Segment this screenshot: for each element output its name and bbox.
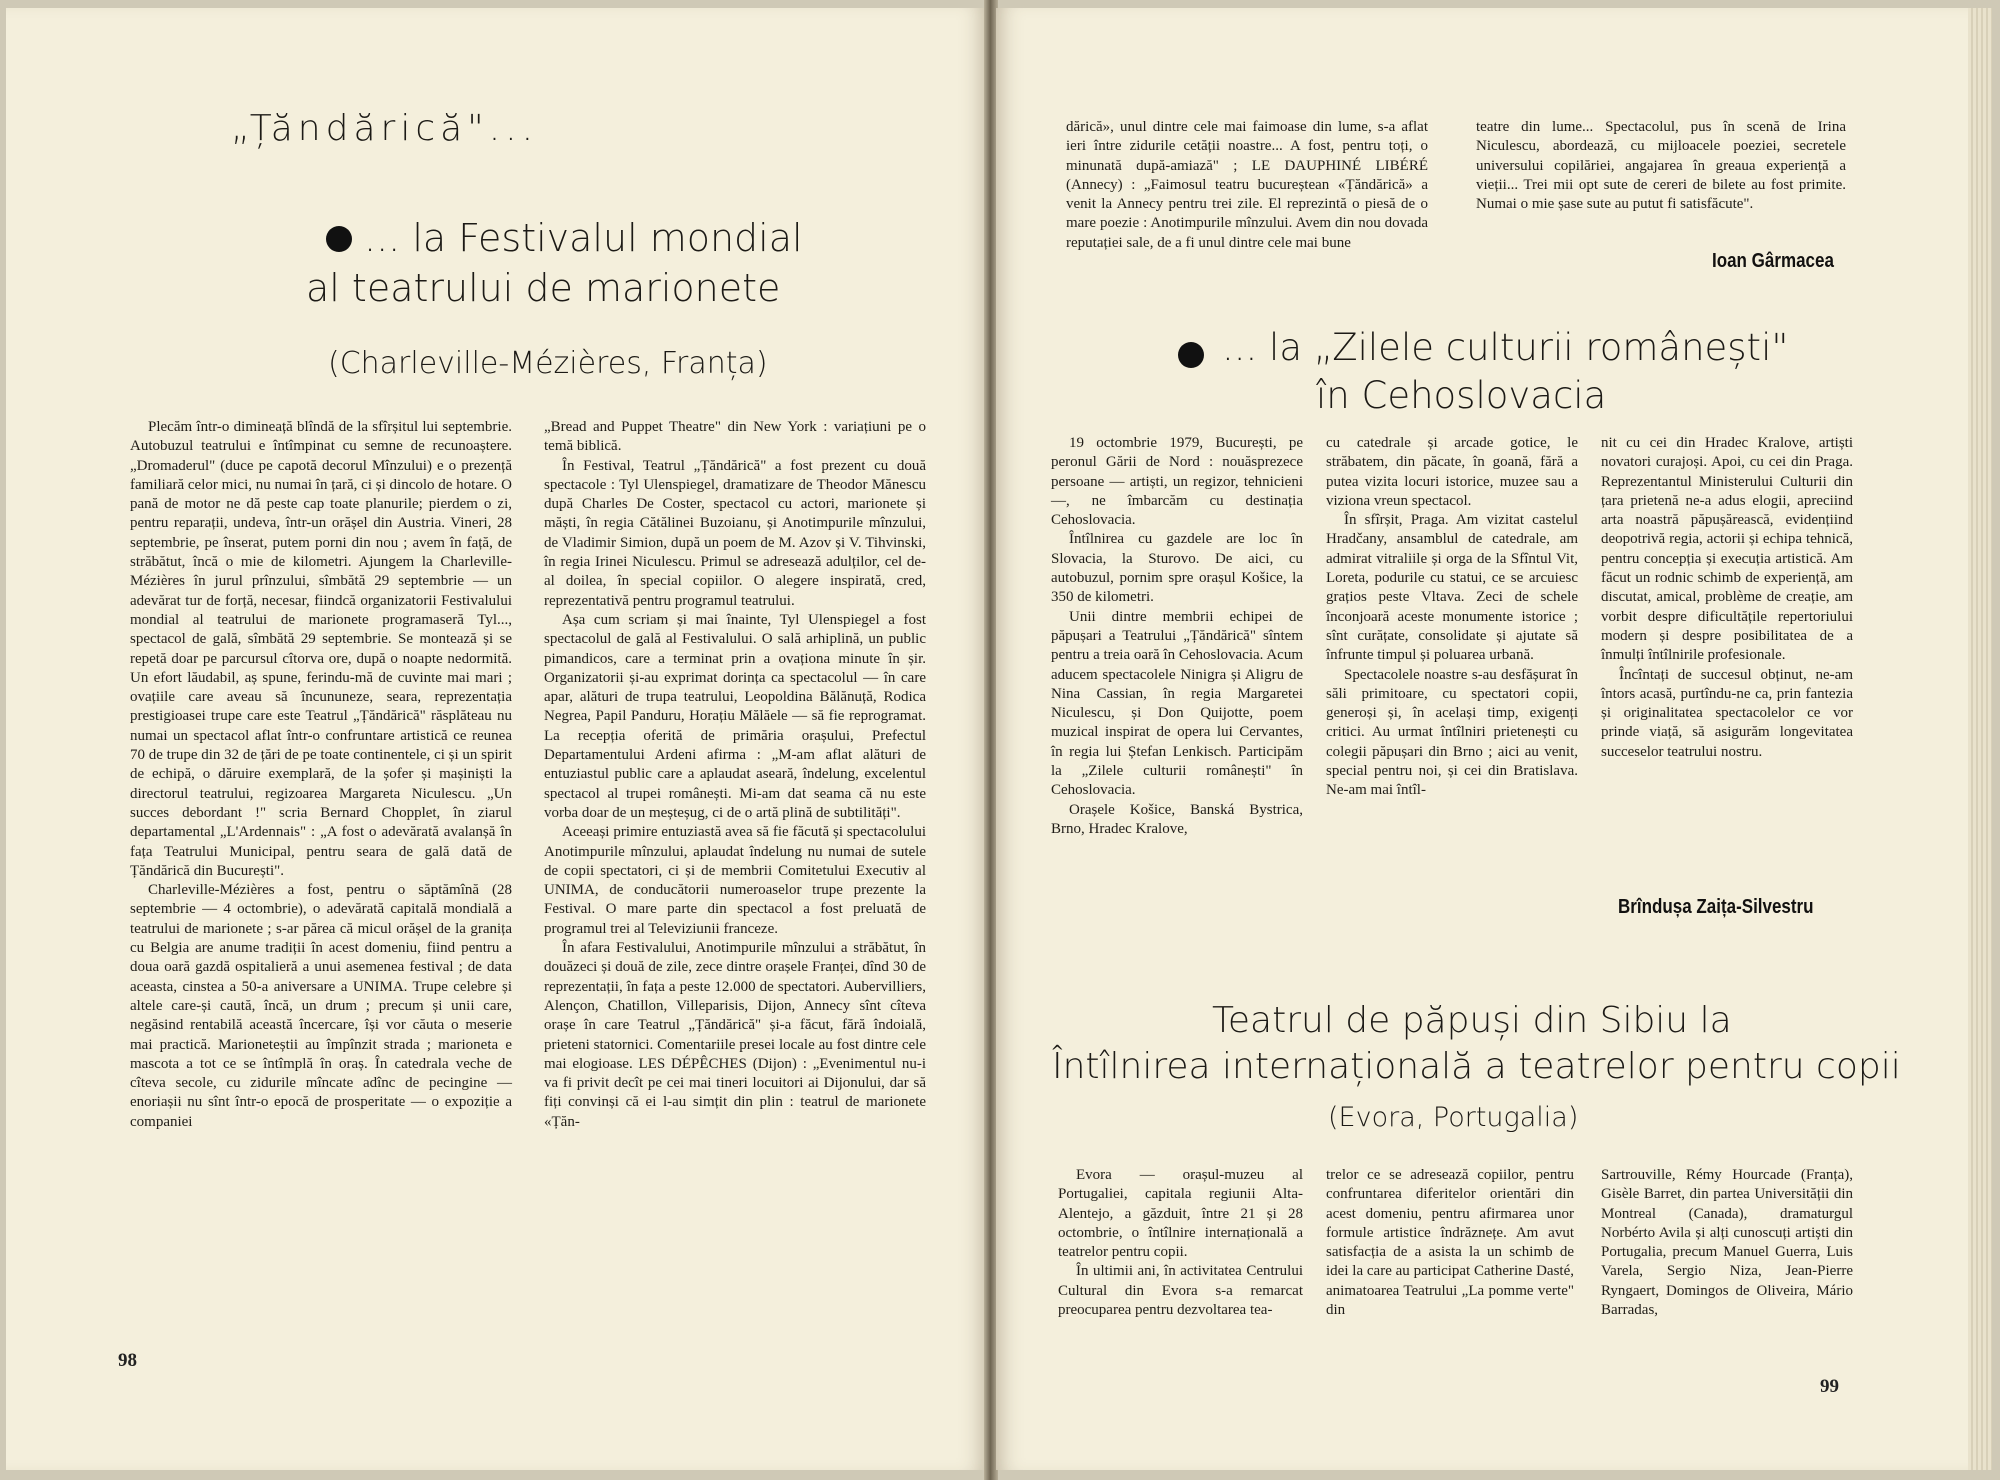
- section2-column-2: [1326, 434, 1578, 801]
- paragraph: 19 octombrie 1979, București, pe peronul Gării de Nord : nouăsprezece persoane — artiști, un regizor, tehnicieni —, ne îmbarcăm cu destinația Cehoslovacia.: [1051, 435, 1303, 529]
- paragraph: Spectacolele noastre s-au desfășurat în săli primitoare, cu spectatori copii, generoși și, în același timp, exigenți critici. Au urmat întîlniri prietenești cu colegii păpușari din Brno ; aici au venit, special pentru noi, și cei din Bratislava. Ne-am mai întîl-: [1326, 666, 1578, 799]
- paragraph: Plecăm într-o dimineață blîndă de la sfîrșitul lui septembrie. Autobuzul teatrului e întîmpinat cu semne de recunoaștere. „Dromaderul" (duce pe capotă decorul Mînzului) e o prezență familiară celor mici, nu numai în țară, ci și dincolo de hotare. O pană de motor ne dă peste cap toate planurile; pierdem o zi, pentru reparații, undeva, într-un orășel din Austria. Vineri, 28 septembrie, pe înserat, putem porni din nou ; avem în față, de străbătut, încă o mie de kilometri. Ajungem la Charleville-Mézières în jurul prînzului, sîmbătă 29 septembrie — un adevărat tur de forță, necesar, fiindcă organizatorii Festivalului mondial al teatrului de marionete programaseră Tyl..., spectacol de gală, sîmbătă 29 septembrie. Se montează și se repetă doar pe parcursul cîtorva ore, după o noapte nedormită. Un efort lăudabil, aș spune, ferindu-mă de cuvinte mai mari ; ovațiile care aveau să încununeze, seara, reprezentația prestigioasei trupe care este Teatrul „Țăndărică" răsplăteau nu numai un spectacol aflat într-o confruntare artistică ce reunea 70 de trupe din 32 de țări de pe toate continentele, ci și un spirit de echipă, o dăruire exemplară, de la șofer și mașiniști la directorul teatrului, regizoarea Margareta Niculescu. „Un succes debordant !" scria Bernard Chopplet, în ziarul departamental „L'Ardennais" : „A fost o adevărată avalanșă în fața Teatrului Municipal, pentru seara de gală dată de Țăndărică din București".: [130, 419, 512, 879]
- headline-line2: al teatrului de marionete: [306, 266, 781, 310]
- page-number: 99: [1820, 1376, 1839, 1397]
- bullet-icon: [326, 226, 352, 252]
- author-signature: Brîndușa Zaița-Silvestru: [1618, 896, 1814, 918]
- paragraph: Așa cum scriam și mai înainte, Tyl Ulenspiegel a fost spectacolul de gală al Festivalului. O sală arhiplină, un public pimandicos, care a terminat prin a ovaționa minute în șir. Organizatorii și-au exprimat dorința ca spectacolul — în care apar, alături de trupa teatrului, Leopoldina Bălănuță, Rodica Negrea, Papil Panduru, Horațiu Mălăele — să fie reprogramat. La recepția oferită de primăria orașului, Prefectul Departamentului Ardeni afirma : „M-am aflat alături de entuziastul public care a aplaudat aseară, îndelung, excelentul spectacol al trupei românești. Mi-am dat seama că nu este vorba doar de un meșteșug, ci de o artă plină de subtilități".: [544, 611, 926, 821]
- paragraph: „Bread and Puppet Theatre" din New York : variațiuni pe o temă biblică.: [544, 419, 926, 455]
- paragraph: Charleville-Mézières a fost, pentru o săptămînă (28 septembrie — 4 octombrie), o adevărată capitală mondială a teatrului de marionete ; s-ar părea că micul orășel de la granița cu Belgia are anume tradiții în acest domeniu, fiind pentru a doua oară gazdă ospitalieră a unui asemenea festival ; de data aceasta, cinstea a 50-a aniversare a UNIMA. Trupe celebre și altele care-și caută, încă, un drum ; precum și unii care, negăsind rentabilă această încercare, își vor căuta o meserie mai practică. Marioneteștii au împînzit strada ; marioneta e mascota a tot ce se întîmplă în oraș. În catedrala veche de cîteva secole, cu zidurile mîncate adînc de pecingine — enoriașii nu sînt într-o epocă de prosperitate — o expoziție a companiei: [130, 882, 512, 1130]
- section-location: (Evora, Portugalia): [1328, 1102, 1579, 1133]
- section3-column-1: [1058, 1166, 1303, 1320]
- section-title-intilnirea: Întîlnirea internațională a teatrelor pentru copii: [1052, 1046, 1901, 1087]
- headline-line1: ... la Festivalul mondial: [364, 216, 803, 260]
- right-page: [996, 8, 1968, 1470]
- right-top-column-1: [1066, 118, 1428, 253]
- paragraph: cu catedrale și arcade gotice, le străbatem, din păcate, în goană, fără a putea vizita locuri istorice, muzee sau a viziona vreun spectacol.: [1326, 435, 1578, 509]
- section2-column-3: [1601, 434, 1853, 762]
- paragraph: teatre din lume... Spectacolul, pus în scenă de Irina Niculescu, abordează, cu mijloacele poeziei, secretele universului copilăriei, angajarea în greaua experiență a vieții... Trei mii opt sute de cereri de bilete au fost primite. Numai o mie șase sute au putut fi satisfăcute".: [1476, 119, 1846, 213]
- paragraph: trelor ce se adresează copiilor, pentru confruntarea diferitelor orientări din acest domeniu, pentru afirmarea unor formule artistice îndrăznețe. Am avut satisfacția de a asista la un schimb de idei la care au participat Catherine Dasté, animatoarea Teatrului „La pomme verte" din: [1326, 1167, 1574, 1319]
- author-signature: Ioan Gârmacea: [1712, 250, 1834, 272]
- paragraph: nit cu cei din Hradec Kralove, artiști novatori curajoși. Apoi, cu cei din Praga. Reprezentantul Ministerului Culturii din țara prietenă ne-a adus elogii, apreciind arta noastră păpușărească, evidențiind deopotrivă regia, actorii și echipa tehnică, pentru concepția și execuția artistică. Am făcut un rodnic schimb de experiență, am discutat, amical, problème de creație, am vorbit despre dificultățile repertoriului modern și despre posibilitatea de a înmulți întîlnirile profesionale.: [1601, 435, 1853, 664]
- section-title-zilele: ... la „Zilele culturii românești": [1222, 326, 1789, 369]
- paragraph: În ultimii ani, în activitatea Centrului Cultural din Evora s-a remarcat preocuparea pentru dezvoltarea tea-: [1058, 1263, 1303, 1319]
- paragraph: Orașele Košice, Banská Bystrica, Brno, Hradec Kralove,: [1051, 801, 1303, 837]
- section-title-cehoslovacia: în Cehoslovacia: [1316, 374, 1607, 417]
- paragraph: Evora — orașul-muzeu al Portugaliei, capitala regiunii Alta-Alentejo, a găzduit, între 21 și 28 octombrie, o întîlnire internațională a teatrelor pentru copii.: [1058, 1167, 1303, 1261]
- section3-column-3: [1601, 1166, 1853, 1320]
- paragraph: Aceeași primire entuziastă avea să fie făcută și spectacolului Anotimpurile mînzului, aplaudat îndelung nu numai de sutele de copii spectatori, ci și de membrii Comitetului Executiv al UNIMA, de conducătorii numeroaselor trupe prezente la Festival. O mare parte din spectacol a fost preluată de programul trei al Televiziunii franceze.: [544, 824, 926, 937]
- left-column-2: [544, 418, 926, 1132]
- paragraph: În sfîrșit, Praga. Am vizitat castelul Hradčany, ansamblul de catedrale, am admirat vitraliile și orga de la Sfîntul Vit, Loreta, podurile cu statui, ce se arcuiesc grațios peste Vltava. Zeci de schele înconjoară aceste monumente istorice ; sînt curățate, consolidate și ajutate să înfrunte timpul și poluarea urbană.: [1326, 512, 1578, 664]
- left-page: [6, 8, 986, 1470]
- paragraph: În afara Festivalului, Anotimpurile mînzului a străbătut, în douăzeci și două de zile, zece dintre orașele Franței, dînd 30 de reprezentații, în fața a peste 12.000 de spectatori. Aubervilliers, Alençon, Chatillon, Villeparisis, Dijon, Annecy sînt cîteva orașe în care Teatrul „Țăndărică" și-a făcut, fără îndoială, prieteni statornici. Comentariile presei locale au fost dintre cele mai elogioase. LES DÉPÊCHES (Dijon) : „Evenimentul nu-i va fi privit decît pe cei mai tineri locuitori ai Dijonului, dar să fiți convinși că ei l-au simțit din plin : teatrul de marionete «Țăn-: [544, 940, 926, 1130]
- location-subtitle: (Charleville-Mézières, Franța): [328, 346, 768, 381]
- paragraph: dărică», unul dintre cele mai faimoase din lume, s-a aflat ieri între zidurile cetății noastre... A fost, pentru toți, o minunată după-amiază" ; LE DAUPHINÉ LIBÉRÉ (Annecy) : „Faimosul teatru bucureștean «Țăndărică» a venit la Annecy pentru trei zile. El reprezintă o piesă de o mare poezie : Anotimpurile mînzului. Avem din nou dovada reputației sale, de a fi unul dintre cele mai bune: [1066, 119, 1428, 251]
- paragraph: Sartrouville, Rémy Hourcade (Franța), Gisèle Barret, din partea Universității din Montreal (Canada), dramaturgul Norbérto Avila și alți cunoscuți artiști din Portugalia, precum Manuel Guerra, Luis Varela, Sergio Niza, Jean-Pierre Ryngaert, Domingos de Oliveira, Mário Barradas,: [1601, 1167, 1853, 1319]
- left-column-1: [130, 418, 512, 1132]
- section2-column-1: [1051, 434, 1303, 839]
- kicker-title: „Țăndărică"...: [231, 108, 539, 149]
- paragraph: Întîlnirea cu gazdele are loc în Slovacia, la Sturovo. De aici, cu autobuzul, pornim spre orașul Košice, la 350 de kilometri.: [1051, 531, 1303, 606]
- right-top-column-2: [1476, 118, 1846, 214]
- page-edges: [1968, 8, 1992, 1470]
- page-number: 98: [118, 1350, 137, 1371]
- section-title-sibiu: Teatrul de păpuși din Sibiu la: [1212, 1000, 1732, 1041]
- section3-column-2: [1326, 1166, 1574, 1320]
- paragraph: Unii dintre membrii echipei de păpușari a Teatrului „Țăndărică" sîntem pentru a treia oară în Cehoslovacia. Acum aducem spectacolele Ninigra și Aligru de Nina Cassian, în regia Margaretei Niculescu, și Don Quijotte, poem muzical inspirat de opera lui Cervantes, în regia lui Ștefan Lenkisch. Participăm la „Zilele culturii românești" în Cehoslovacia.: [1051, 608, 1303, 799]
- bullet-icon: [1178, 342, 1204, 368]
- paragraph: În Festival, Teatrul „Țăndărică" a fost prezent cu două spectacole : Tyl Ulenspiegel, dramatizare de Theodor Mănescu după Charles De Coster, spectacol cu actori, marionete și măști, în regia Cătălinei Buzoianu, și Anotimpurile mînzului, de Vladimir Simion, după un poem de M. Azov și V. Tihvinski, în regia Irinei Niculescu. Primul se adresează adulților, cel de-al doilea, în special copiilor. O alegere inspirată, cred, reprezentativă pentru programul teatrului.: [544, 457, 926, 609]
- paragraph: Încîntați de succesul obținut, ne-am întors acasă, purtîndu-ne ca, prin fantezia și originalitatea spectacolelor ce vor prinde viață, să asigurăm longevitatea succeselor teatrului nostru.: [1601, 666, 1853, 760]
